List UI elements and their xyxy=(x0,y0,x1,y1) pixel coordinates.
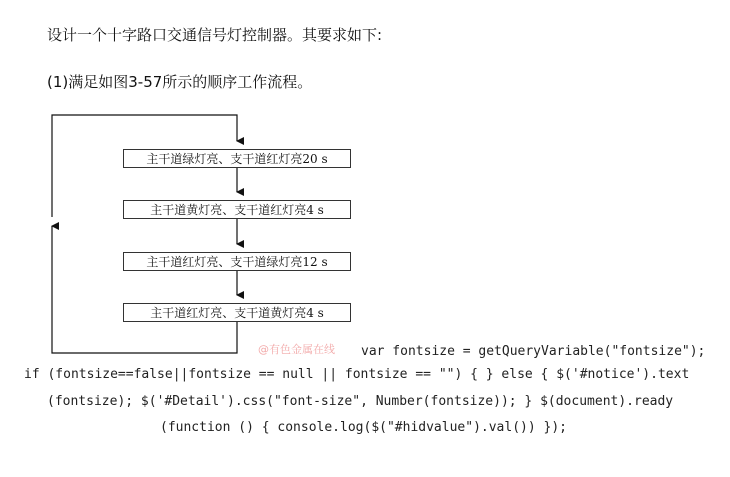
code-line-4: (function () { console.log($("#hidvalue").val()) }); xyxy=(160,420,567,435)
code-line-3: (fontsize); $('#Detail').css("font-size", Number(fontsize)); } $(document).ready xyxy=(47,394,674,409)
question-subtitle: (1)满足如图3-57所示的顺序工作流程。 xyxy=(47,73,313,91)
question-title: 设计一个十字路口交通信号灯控制器。其要求如下: xyxy=(47,26,383,44)
watermark: @有色金属在线 xyxy=(258,343,335,356)
code-line-1: var fontsize = getQueryVariable("fontsize"); xyxy=(361,344,706,359)
code-line-2: if (fontsize==false||fontsize == null || fontsize == "") { } else { $('#notice').text xyxy=(24,367,690,382)
flow-step-4: 主干道红灯亮、支干道黄灯亮4 s xyxy=(123,303,351,322)
flow-step-1: 主干道绿灯亮、支干道红灯亮20 s xyxy=(123,149,351,168)
flow-step-2: 主干道黄灯亮、支干道红灯亮4 s xyxy=(123,200,351,219)
loop-arrow-bottom xyxy=(52,226,237,353)
flow-step-3: 主干道红灯亮、支干道绿灯亮12 s xyxy=(123,252,351,271)
